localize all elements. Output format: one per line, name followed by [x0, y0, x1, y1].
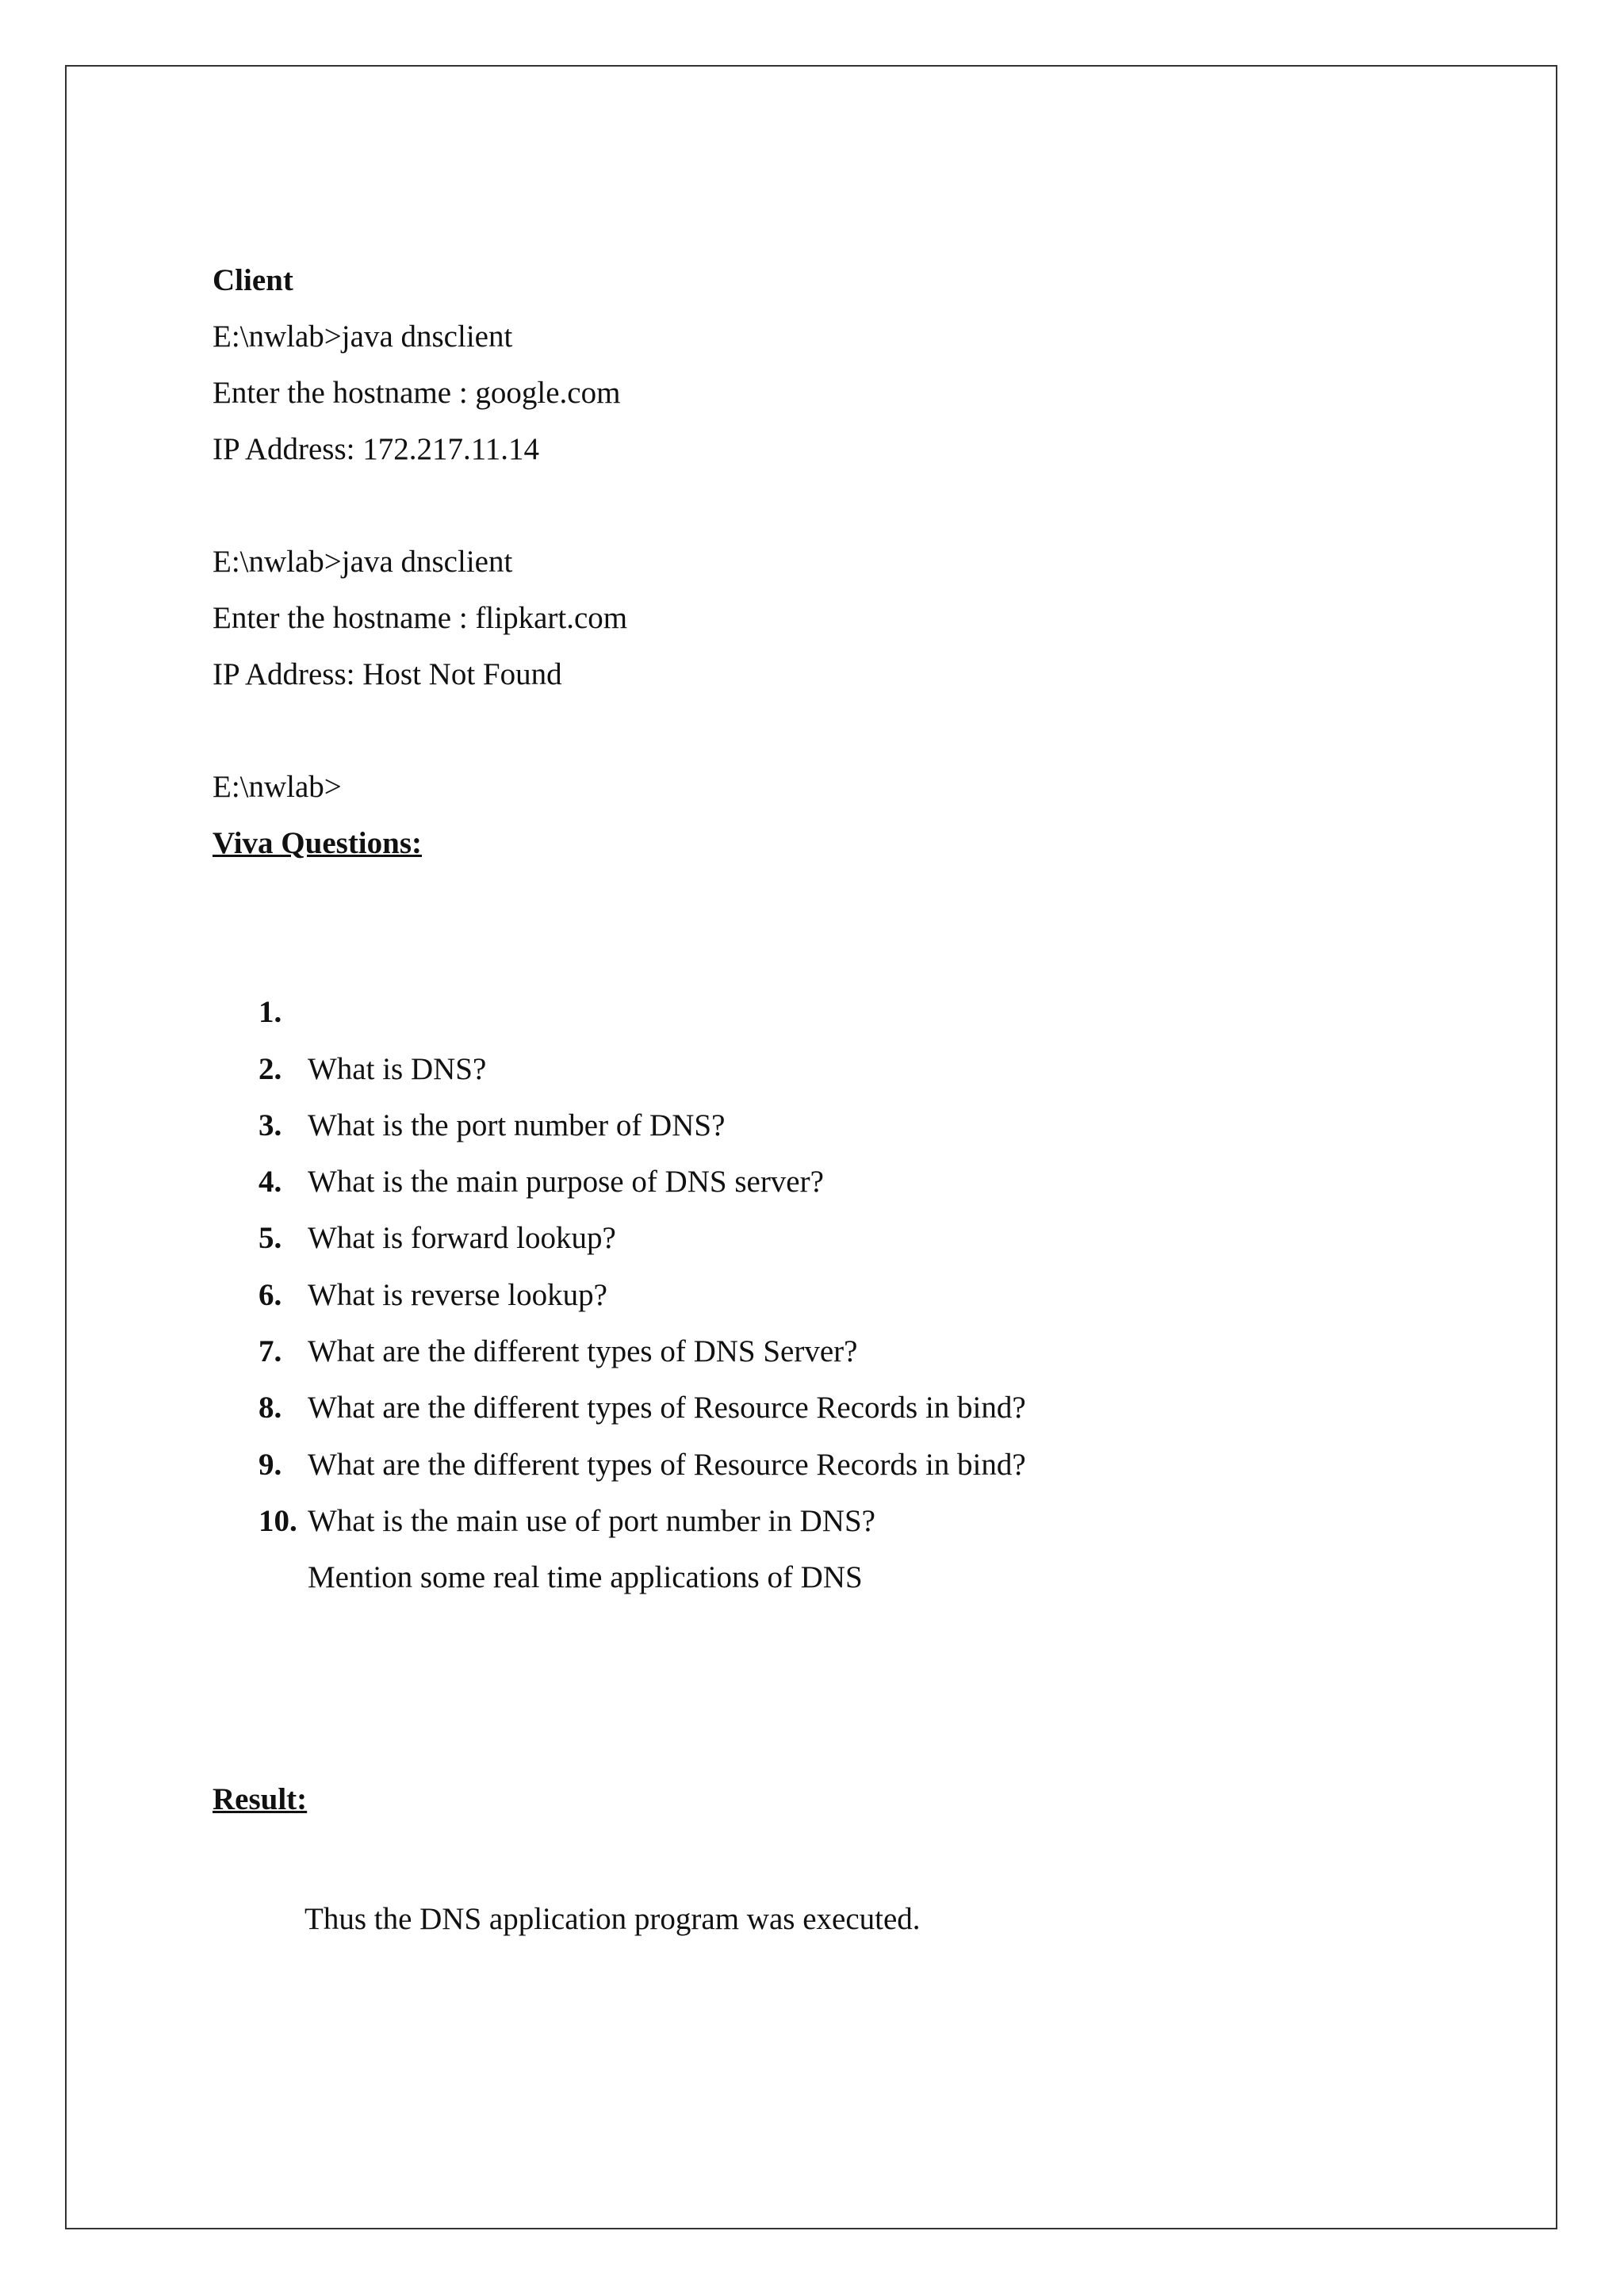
question-text: Mention some real time applications of DNS: [308, 1560, 863, 1595]
question-number: 9.: [259, 1447, 282, 1482]
console-line: E:\nwlab>: [213, 770, 342, 804]
question-item: [213, 928, 1481, 1086]
console-line: IP Address: 172.217.11.14: [213, 432, 540, 466]
question-text: What is the port number of DNS?: [308, 1108, 726, 1142]
console-line: Enter the hostname : flipkart.com: [213, 601, 628, 635]
question-number: 10.: [259, 1503, 297, 1538]
spacer: [213, 871, 1481, 928]
viva-questions-heading: Viva Questions:: [213, 826, 422, 860]
question-item: [213, 1323, 1481, 1482]
question-number: 5.: [259, 1221, 282, 1256]
question-text: What is the main purpose of DNS server?: [308, 1165, 824, 1200]
client-heading: Client: [213, 263, 293, 297]
viva-questions-list: [213, 928, 1481, 1595]
question-number: 1.: [259, 995, 282, 1030]
console-line: IP Address: Host Not Found: [213, 657, 562, 691]
question-number: 3.: [259, 1108, 282, 1142]
question-number: 2.: [259, 1051, 282, 1086]
question-number: 7.: [259, 1334, 282, 1369]
question-text: What are the different types of Resource Records in bind?: [308, 1447, 1026, 1482]
question-text: What is reverse lookup?: [308, 1277, 607, 1312]
spacer: [213, 477, 1481, 534]
question-text: What are the different types of DNS Server?: [308, 1334, 858, 1369]
question-text: What is forward lookup?: [308, 1221, 616, 1256]
console-line: E:\nwlab>java dnsclient: [213, 320, 513, 354]
question-number: 4.: [259, 1165, 282, 1200]
console-line: E:\nwlab>java dnsclient: [213, 545, 513, 579]
question-number: 8.: [259, 1391, 282, 1425]
question-text: What are the different types of Resource Records in bind?: [308, 1391, 1026, 1425]
console-line: Enter the hostname : google.com: [213, 376, 621, 410]
result-text: Thus the DNS application program was executed.: [304, 1902, 921, 1936]
spacer: [213, 702, 1481, 759]
question-text: What is the main use of port number in DNS?: [308, 1503, 875, 1538]
result-heading: Result:: [213, 1782, 308, 1816]
question-number: 6.: [259, 1277, 282, 1312]
question-text: What is DNS?: [308, 1051, 487, 1086]
document-body: [213, 252, 1481, 1595]
